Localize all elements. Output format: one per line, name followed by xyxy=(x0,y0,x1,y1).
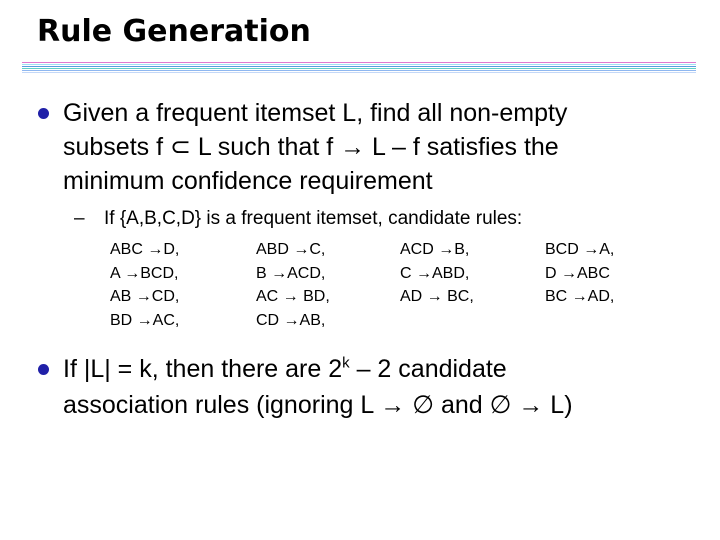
bullet-1-line-1: Given a frequent itemset L, find all non-empty xyxy=(63,99,568,127)
rule-item: ABC →D, xyxy=(110,241,180,258)
bullet-1-line-3: minimum confidence requirement xyxy=(63,167,433,195)
rule-item: CD →AB, xyxy=(256,311,326,329)
bullet-2-line-2: association rules (ignoring L → ∅ and ∅ → L) xyxy=(63,391,573,419)
rule-item: B →ACD, xyxy=(256,264,326,282)
rule-column-3 xyxy=(400,238,474,309)
bullet-2-post: – 2 candidate xyxy=(349,355,507,383)
rule-column-1 xyxy=(110,238,179,332)
bullet-2-exponent: k xyxy=(342,354,350,372)
rule-item: ABD →C, xyxy=(256,241,326,258)
rule-item: D →ABC xyxy=(545,264,610,282)
rule-item: BC →AD, xyxy=(545,288,615,305)
bullet-1-line-2: subsets f ⊂ L such that f → L – f satisfies the xyxy=(63,133,559,161)
title-divider xyxy=(22,62,696,76)
sub-bullet-dash: – xyxy=(74,208,85,229)
rule-item: BCD →A, xyxy=(545,241,615,258)
rule-item: A →BCD, xyxy=(110,264,179,282)
sub-bullet-text: If {A,B,C,D} is a frequent itemset, candidate rules: xyxy=(104,208,523,229)
rule-item: C →ABD, xyxy=(400,264,470,282)
bullet-dot-1 xyxy=(38,108,49,119)
rule-column-4 xyxy=(545,238,614,309)
rule-item: ACD →B, xyxy=(400,241,470,258)
rule-item: AB →CD, xyxy=(110,288,180,305)
rule-item: BD →AC, xyxy=(110,311,180,329)
bullet-2-line-1 xyxy=(63,351,507,387)
bullet-dot-2 xyxy=(38,364,49,375)
rule-column-2 xyxy=(256,238,330,332)
rule-item: AD → BC, xyxy=(400,288,474,305)
page-title: Rule Generation xyxy=(37,14,311,49)
rule-item: AC → BD, xyxy=(256,288,330,305)
bullet-2-pre: If |L| = k, then there are 2 xyxy=(63,355,343,383)
